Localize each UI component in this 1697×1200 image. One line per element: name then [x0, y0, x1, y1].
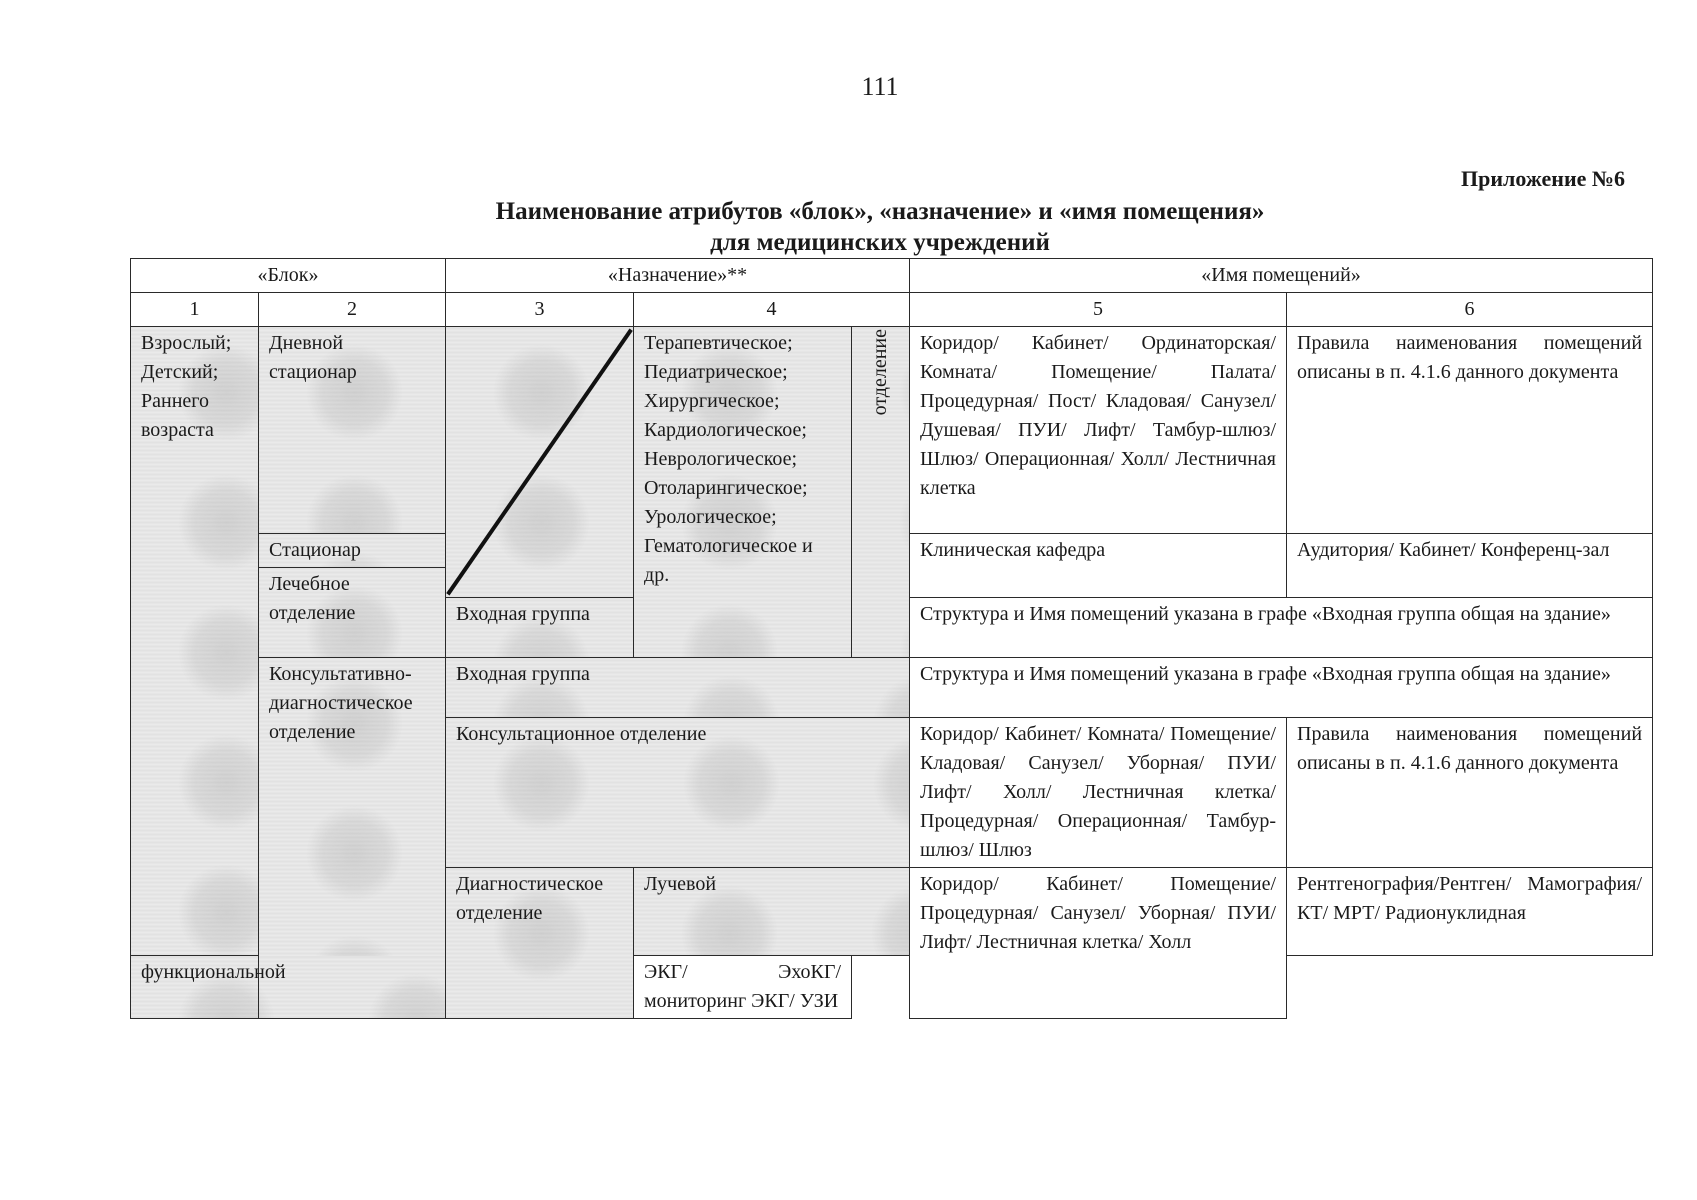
column-number-2: 2 [259, 293, 446, 327]
title-line-1: Наименование атрибутов «блок», «назначение» и «имя помещения» [495, 198, 1265, 225]
page-number: 111 [861, 72, 899, 101]
diagnostic-department-cell: Диагностическое отделение [446, 868, 634, 1019]
attributes-table [130, 258, 1653, 1019]
column-number-6: 6 [1287, 293, 1653, 327]
document-title [60, 196, 1697, 258]
consultation-rules-cell: Правила наименования помещений описаны в п. 4.1.6 данного документа [1287, 718, 1653, 868]
title-line-2: для медицинских учреждений [710, 229, 1050, 256]
day-hospital-rules-cell: Правила наименования помещений описаны в п. 4.1.6 данного документа [1287, 327, 1653, 534]
radiology-cell: Лучевой [634, 868, 910, 956]
diagonal-line [446, 327, 633, 597]
consultation-rooms-cell: Коридор/ Кабинет/ Комната/ Помещение/ Кладовая/ Санузел/ Уборная/ ПУИ/ Лифт/ Холл/ Лестничная клетка/ Процедурная/ Операционная/ Тамбур-шлюз/ Шлюз [910, 718, 1287, 868]
column-number-3: 3 [446, 293, 634, 327]
header-room-name: «Имя помещений» [910, 259, 1653, 293]
day-hospital-rooms-cell: Коридор/ Кабинет/ Ординаторская/ Комната/ Помещение/ Палата/ Процедурная/ Пост/ Кладовая/ Санузел/ Душевая/ ПУИ/ Лифт/ Тамбур-шлюз/ Шлюз/ Операционная/ Холл/ Лестничная клетка [910, 327, 1287, 534]
auditorium-cell: Аудитория/ Кабинет/ Конференц-зал [1287, 534, 1653, 598]
consult-entry-structure-cell: Структура и Имя помещений указана в графе «Входная группа общая на здание» [910, 658, 1653, 718]
day-hospital-cell: Дневной стационар [259, 327, 446, 534]
column-number-5: 5 [910, 293, 1287, 327]
appendix-label: Приложение №6 [1461, 166, 1625, 191]
clinical-department-cell: Клиническая кафедра [910, 534, 1287, 598]
department-vertical-label: отделение [869, 329, 892, 416]
radiology-rooms-cell: Рентгенография/Рентген/ Мамография/ КТ/ МРТ/ Радионуклидная [1287, 868, 1653, 956]
header-block: «Блок» [131, 259, 446, 293]
treatment-entry-structure-cell: Структура и Имя помещений указана в графе «Входная группа общая на здание» [910, 598, 1653, 658]
departments-list-cell: Терапевтическое; Педиатрическое; Хирургическое; Кардиологическое; Неврологическое; Отоларингическое; Урологическое; Гематологическое и др. [634, 327, 852, 658]
diagnostic-rooms-cell: Коридор/ Кабинет/ Помещение/ Процедурная/ Санузел/ Уборная/ ПУИ/ Лифт/ Лестничная клетка/ Холл [910, 868, 1287, 1019]
functional-cell: функциональной [131, 956, 446, 1019]
column-number-1: 1 [131, 293, 259, 327]
age-category-cell: Взрослый; Детский; Раннего возраста [131, 327, 259, 956]
empty-diagonal-cell [446, 327, 634, 598]
consult-diagnostic-cell: Консультативно-диагностическое отделение [259, 658, 446, 1019]
consult-entry-group-cell: Входная группа [446, 658, 910, 718]
functional-rooms-cell: ЭКГ/ ЭхоКГ/ мониторинг ЭКГ/ УЗИ [634, 956, 852, 1019]
column-number-4: 4 [634, 293, 910, 327]
header-purpose: «Назначение»** [446, 259, 910, 293]
treatment-entry-group-cell: Входная группа [446, 598, 634, 658]
hospital-cell: Стационар [259, 534, 446, 568]
treatment-department-cell: Лечебное отделение [259, 568, 446, 658]
consultation-department-cell: Консультационное отделение [446, 718, 910, 868]
department-vertical-cell [852, 327, 910, 658]
